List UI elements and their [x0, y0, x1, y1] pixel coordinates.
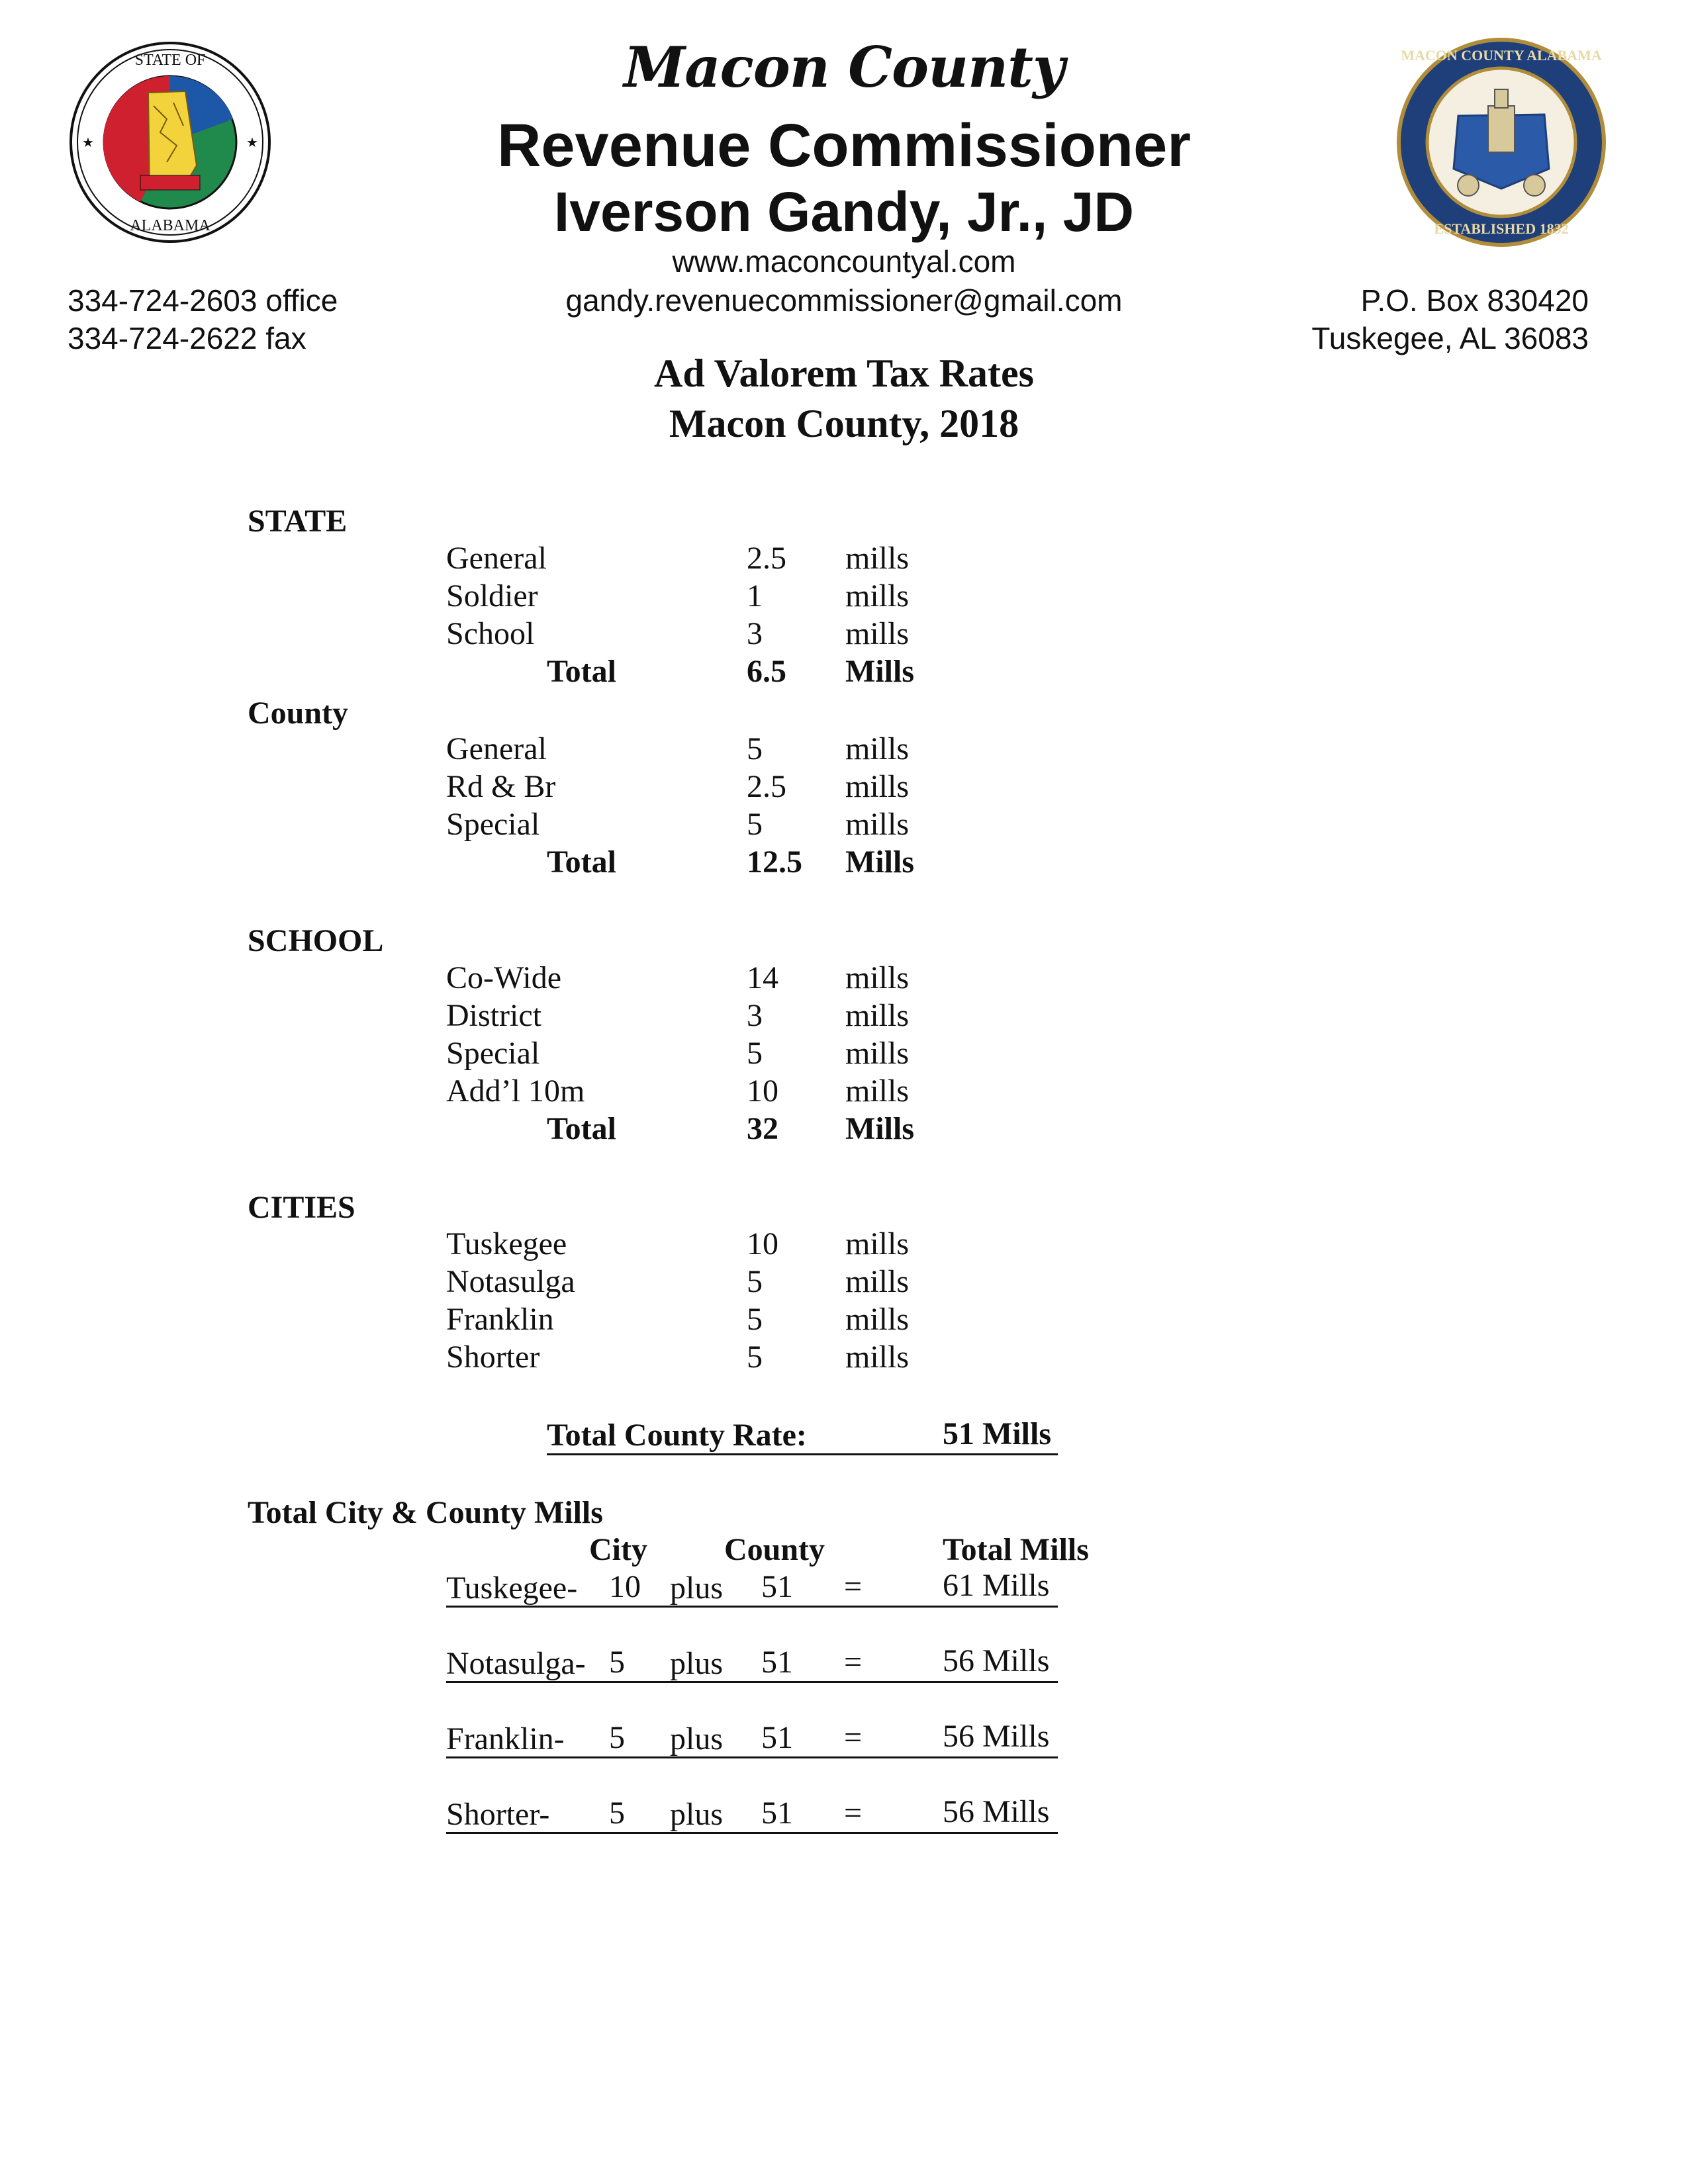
combined-city-mills: 5: [609, 1645, 625, 1680]
combined-city-name: Shorter-: [446, 1797, 550, 1832]
rate-value: 3: [747, 998, 763, 1033]
county-seal-text-bottom: ESTABLISHED 1832: [1434, 220, 1569, 237]
po-box: P.O. Box 830420: [1360, 283, 1589, 318]
rate-value: 14: [747, 960, 778, 995]
rate-value: 5: [747, 1302, 763, 1337]
column-header-county: County: [724, 1532, 825, 1567]
svg-text:★: ★: [82, 136, 94, 150]
combined-mills-heading: Total City & County Mills: [248, 1495, 603, 1530]
county-name-script: Macon County: [624, 34, 1064, 100]
combined-equals: =: [844, 1645, 863, 1680]
combined-county-mills: 51: [761, 1796, 793, 1831]
rate-label: Add’l 10m: [446, 1073, 585, 1109]
combined-city-mills: 5: [609, 1796, 625, 1831]
rate-value: 5: [747, 1264, 763, 1299]
office-phone: 334-724-2603 office: [68, 283, 338, 318]
column-header-city: City: [589, 1532, 647, 1567]
city-state-zip: Tuskegee, AL 36083: [1311, 321, 1589, 355]
combined-city-mills: 5: [609, 1720, 625, 1755]
county-seal-text-top: MACON COUNTY ALABAMA: [1401, 47, 1602, 64]
rate-unit: mills: [845, 960, 910, 995]
section-heading-state: STATE: [248, 504, 348, 539]
rate-unit: mills: [845, 769, 910, 804]
combined-row-underline: [446, 1832, 1058, 1834]
total-value: 6.5: [747, 654, 786, 689]
rate-unit: mills: [845, 1340, 910, 1375]
combined-city-name: Notasulga-: [446, 1646, 586, 1681]
fax-number: 334-724-2622 fax: [68, 321, 306, 355]
document-subtitle: Macon County, 2018: [669, 402, 1019, 445]
rate-unit: mills: [845, 1226, 910, 1261]
rate-label: Notasulga: [446, 1264, 575, 1299]
document-title: Ad Valorem Tax Rates: [654, 351, 1034, 395]
rate-unit: mills: [845, 541, 910, 576]
combined-total-mills: 56 Mills: [943, 1643, 1050, 1678]
rate-value: 2.5: [747, 769, 786, 804]
rate-label: Co-Wide: [446, 960, 562, 995]
rate-label: Rd & Br: [446, 769, 556, 804]
combined-plus: plus: [670, 1797, 724, 1832]
combined-county-mills: 51: [761, 1645, 793, 1680]
combined-city-name: Tuskegee-: [446, 1570, 578, 1606]
combined-city-mills: 10: [609, 1569, 641, 1604]
combined-total-mills: 56 Mills: [943, 1794, 1050, 1829]
rate-value: 5: [747, 1036, 763, 1071]
combined-total-mills: 61 Mills: [943, 1568, 1050, 1603]
rate-value: 3: [747, 616, 763, 651]
rate-label: District: [446, 998, 541, 1033]
combined-total-mills: 56 Mills: [943, 1719, 1050, 1754]
office-title: Revenue Commissioner: [496, 112, 1192, 179]
combined-equals: =: [844, 1720, 863, 1755]
website-link[interactable]: www.maconcountyal.com: [672, 244, 1016, 279]
rate-label: School: [446, 616, 535, 651]
rate-value: 5: [747, 1340, 763, 1375]
rate-unit: mills: [845, 1302, 910, 1337]
combined-row-underline: [446, 1681, 1058, 1683]
total-unit: Mills: [845, 654, 914, 689]
total-unit: Mills: [845, 1111, 914, 1146]
rate-label: Franklin: [446, 1302, 554, 1337]
combined-equals: =: [844, 1569, 863, 1604]
total-value: 32: [747, 1111, 778, 1146]
total-value: 12.5: [747, 844, 802, 880]
rate-unit: mills: [845, 807, 910, 842]
rate-unit: mills: [845, 731, 910, 766]
total-county-underline: [547, 1453, 1058, 1455]
rate-unit: mills: [845, 616, 910, 651]
state-seal-text-bottom: ALABAMA: [130, 217, 211, 234]
rate-label: Tuskegee: [446, 1226, 567, 1261]
combined-row-underline: [446, 1606, 1058, 1608]
rate-label: Special: [446, 1036, 540, 1071]
rate-value: 5: [747, 731, 763, 766]
svg-text:★: ★: [246, 136, 258, 150]
section-heading-cities: CITIES: [248, 1190, 355, 1225]
total-label: Total: [547, 844, 616, 880]
total-county-rate-value: 51 Mills: [943, 1416, 1051, 1451]
rate-label: General: [446, 541, 547, 576]
rate-value: 10: [747, 1226, 778, 1261]
rate-unit: mills: [845, 578, 910, 614]
combined-plus: plus: [670, 1570, 724, 1606]
rate-unit: mills: [845, 1036, 910, 1071]
rate-value: 2.5: [747, 541, 786, 576]
rate-value: 5: [747, 807, 763, 842]
section-heading-school: SCHOOL: [248, 923, 384, 958]
total-label: Total: [547, 1111, 616, 1146]
combined-county-mills: 51: [761, 1720, 793, 1755]
state-seal-text-top: STATE OF: [134, 52, 206, 69]
commissioner-name: Iverson Gandy, Jr., JD: [553, 181, 1135, 243]
rate-unit: mills: [845, 1264, 910, 1299]
rate-value: 1: [747, 578, 763, 614]
combined-city-name: Franklin-: [446, 1721, 565, 1756]
rate-label: General: [446, 731, 547, 766]
rate-unit: mills: [845, 998, 910, 1033]
combined-county-mills: 51: [761, 1569, 793, 1604]
rate-value: 10: [747, 1073, 778, 1109]
email-link[interactable]: gandy.revenuecommissioner@gmail.com: [565, 283, 1123, 318]
combined-plus: plus: [670, 1646, 724, 1681]
combined-plus: plus: [670, 1721, 724, 1756]
combined-equals: =: [844, 1796, 863, 1831]
combined-row-underline: [446, 1756, 1058, 1758]
rate-unit: mills: [845, 1073, 910, 1109]
total-county-rate-label: Total County Rate:: [547, 1418, 807, 1453]
total-label: Total: [547, 654, 616, 689]
rate-label: Special: [446, 807, 540, 842]
section-heading-county: County: [248, 696, 349, 731]
column-header-total-mills: Total Mills: [943, 1532, 1089, 1567]
rate-label: Shorter: [446, 1340, 540, 1375]
rate-label: Soldier: [446, 578, 538, 614]
total-unit: Mills: [845, 844, 914, 880]
